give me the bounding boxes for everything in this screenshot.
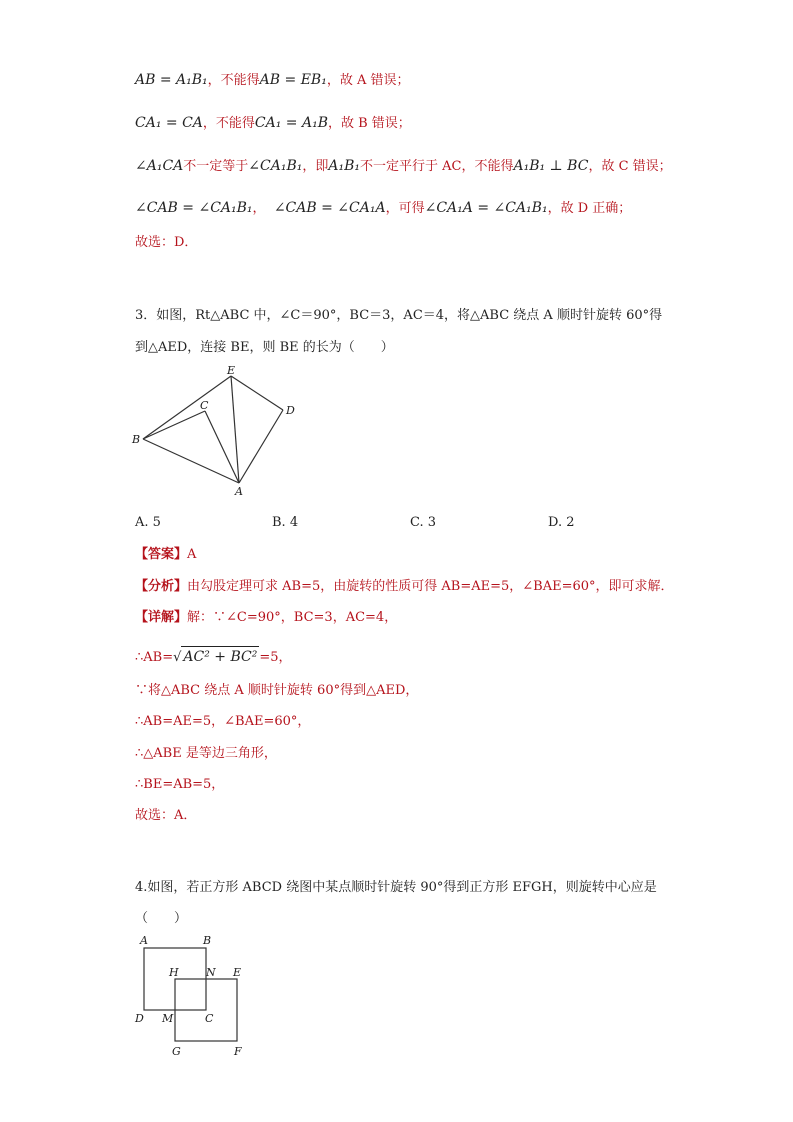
math-expr: A₁B₁ <box>328 158 361 174</box>
label-G: G <box>172 1045 181 1058</box>
step-1: ∴AB=√ AC² + BC² =5， <box>135 646 292 668</box>
solution-line-b <box>135 113 411 134</box>
label-N: N <box>206 966 216 979</box>
label-A: A <box>140 934 148 947</box>
seg-BC <box>143 411 205 439</box>
sqrt-expr: AC² + BC² <box>181 646 259 667</box>
label-E: E <box>227 364 236 377</box>
text: ∴AB= <box>135 650 174 665</box>
math-expr: CA₁ = A₁B <box>254 115 328 131</box>
math-expr: AB = A₁B₁ <box>135 72 208 88</box>
q4-stem-line1: 4.如图，若正方形 ABCD 绕图中某点顺时针旋转 90°得到正方形 EFGH，则旋转中心应是 <box>135 880 657 895</box>
solution-line-d <box>135 198 631 219</box>
seg-DA <box>239 410 283 483</box>
q4-figure <box>130 932 260 1060</box>
text: 不一定等于 <box>183 159 249 174</box>
label-D: D <box>286 404 295 417</box>
step-4: ∴△ABE 是等边三角形， <box>135 746 277 761</box>
solution-conclusion: 故选：D． <box>135 235 198 250</box>
label-A: A <box>235 485 243 498</box>
label-E: E <box>233 966 242 979</box>
math-expr: ∠CAB = ∠CA₁A <box>273 200 386 216</box>
text: ，故 A 错误； <box>326 73 410 88</box>
step-5: ∴BE=AB=5， <box>135 777 225 792</box>
math-expr: ∠CAB = ∠CA₁B₁ <box>135 200 253 216</box>
answer-tag: 【答案】 <box>135 547 188 562</box>
solution-line-c <box>135 156 672 177</box>
text: ， <box>252 201 266 216</box>
text: ，故 B 错误； <box>327 116 411 131</box>
choice-a[interactable]: A. 5 <box>135 515 161 530</box>
q4-stem-line2: （ ） <box>135 911 188 926</box>
text: ，故 D 正确； <box>547 201 632 216</box>
label-C: C <box>200 399 209 412</box>
seg-ED <box>231 376 283 410</box>
label-B: B <box>132 433 141 446</box>
text: =5， <box>259 650 292 665</box>
choice-d[interactable]: D. 2 <box>548 515 575 530</box>
q3-stem-line1: 3．如图，Rt△ABC 中，∠C＝90°，BC＝3，AC＝4，将△ABC 绕点 A 顺时针旋转 60°得 <box>135 308 663 323</box>
analysis-text: 由勾股定理可求 AB=5，由旋转的性质可得 AB=AE=5，∠BAE=60°，即可求解． <box>187 579 674 594</box>
math-expr: ∠A₁CA <box>135 158 184 174</box>
step-6: 故选：A． <box>135 808 197 823</box>
choice-b[interactable]: B. 4 <box>272 515 299 530</box>
math-expr: CA₁ = CA <box>135 115 203 131</box>
text: 不一定平行于 AC，不能得 <box>360 159 514 174</box>
answer-line <box>135 545 196 565</box>
analysis-line <box>135 577 674 597</box>
analysis-tag: 【分析】 <box>135 579 188 594</box>
math-expr: ∠CA₁B₁ <box>248 158 303 174</box>
q3-figure <box>128 362 308 502</box>
solution-line-a <box>135 70 409 91</box>
choice-c[interactable]: C. 3 <box>410 515 437 530</box>
label-F: F <box>234 1045 242 1058</box>
detail-line <box>135 608 397 628</box>
label-H: H <box>169 966 179 979</box>
text: ，不能得 <box>202 116 255 131</box>
math-expr: AB = EB₁ <box>259 72 327 88</box>
label-D: D <box>135 1012 144 1025</box>
seg-BE <box>143 376 231 439</box>
label-B: B <box>203 934 212 947</box>
step-3: ∴AB=AE=5，∠BAE=60°， <box>135 714 311 729</box>
label-C: C <box>205 1012 214 1025</box>
math-expr: A₁B₁ ⊥ BC <box>513 158 589 174</box>
seg-BA <box>143 439 239 483</box>
math-expr: ∠CA₁A = ∠CA₁B₁ <box>424 200 548 216</box>
text: ，不能得 <box>207 73 260 88</box>
answer-value: A <box>187 547 197 562</box>
q3-stem-line2: 到△AED，连接 BE，则 BE 的长为（ ） <box>135 340 394 355</box>
label-M: M <box>162 1012 174 1025</box>
text: ，即 <box>302 159 329 174</box>
seg-EA <box>231 376 239 483</box>
step-2: ∵将△ABC 绕点 A 顺时针旋转 60°得到△AED， <box>135 683 419 698</box>
text: ，故 C 错误； <box>588 159 672 174</box>
text: ，可得 <box>385 201 425 216</box>
detail-tag: 【详解】 <box>135 610 188 625</box>
detail-text: 解：∵∠C=90°，BC=3，AC=4， <box>187 610 398 625</box>
